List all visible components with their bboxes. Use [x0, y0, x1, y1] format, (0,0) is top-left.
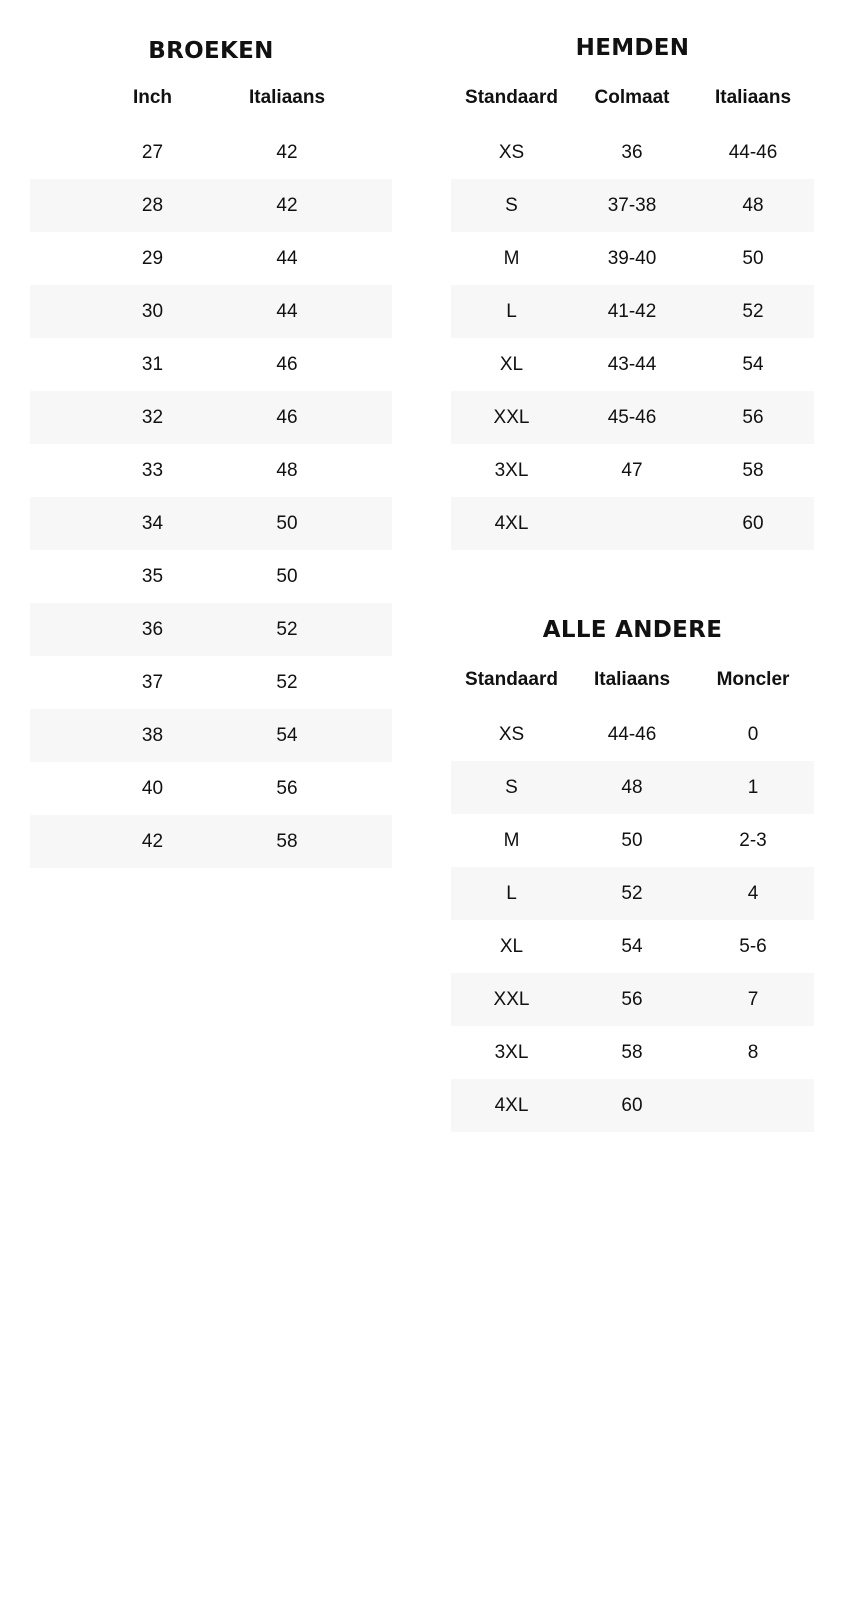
table-cell: 37-38	[607, 195, 657, 216]
table-cell: 42	[276, 195, 298, 216]
table-row	[30, 603, 392, 656]
table-row	[451, 338, 814, 391]
table-cell: S	[505, 195, 518, 216]
table-cell: 44-46	[728, 142, 778, 163]
table-cell: 58	[742, 460, 764, 481]
shirts-table-title: HEMDEN	[575, 35, 690, 61]
table-row	[30, 497, 392, 550]
table-cell: 44	[276, 301, 298, 322]
table-row	[451, 497, 814, 550]
pants-table-header	[30, 82, 392, 114]
table-cell: 56	[276, 778, 298, 799]
table-cell: 46	[276, 407, 298, 428]
table-row	[30, 656, 392, 709]
table-cell: 50	[621, 830, 643, 851]
table-row	[451, 444, 814, 497]
shirts-table-body	[451, 126, 814, 550]
table-cell: 41-42	[607, 301, 657, 322]
table-row	[30, 338, 392, 391]
other-table-body	[451, 708, 814, 1132]
column-header-collar: Colmaat	[594, 87, 670, 108]
table-cell: XL	[499, 936, 524, 957]
table-cell: 40	[141, 778, 164, 799]
table-cell: 45-46	[607, 407, 657, 428]
table-cell: 0	[747, 724, 759, 745]
pants-table-title: BROEKEN	[148, 38, 274, 64]
table-cell: 36	[621, 142, 643, 163]
table-cell: 33	[141, 460, 164, 481]
column-header-italian: Italiaans	[593, 669, 671, 690]
table-cell: 4XL	[494, 513, 529, 534]
table-cell: 2-3	[739, 830, 767, 851]
column-header-standard: Standaard	[465, 87, 558, 108]
table-row	[451, 761, 814, 814]
table-row	[451, 867, 814, 920]
table-cell: 36	[141, 619, 164, 640]
table-cell: 3XL	[494, 460, 529, 481]
table-row	[30, 709, 392, 762]
table-cell: 28	[141, 195, 164, 216]
table-cell: 48	[276, 460, 298, 481]
table-cell: 52	[742, 301, 764, 322]
table-cell: 42	[141, 831, 164, 852]
table-row	[30, 815, 392, 868]
table-cell: 58	[276, 831, 298, 852]
table-cell: 52	[276, 672, 298, 693]
column-header-standard: Standaard	[465, 669, 558, 690]
other-size-table	[451, 614, 814, 1132]
table-cell: 52	[276, 619, 298, 640]
table-cell: 30	[141, 301, 164, 322]
table-row	[30, 126, 392, 179]
table-row	[30, 444, 392, 497]
table-cell: 43-44	[607, 354, 657, 375]
table-cell: 5-6	[739, 936, 767, 957]
table-cell: 54	[742, 354, 764, 375]
table-cell: 35	[141, 566, 164, 587]
table-cell: 50	[276, 513, 298, 534]
table-cell: 50	[742, 248, 764, 269]
table-cell: 47	[621, 460, 643, 481]
table-cell: 4	[747, 883, 759, 904]
column-header-italian: Italiaans	[714, 87, 792, 108]
table-cell: 56	[742, 407, 764, 428]
pants-table-body	[30, 126, 392, 868]
shirts-table-header	[451, 82, 814, 114]
table-cell: 48	[621, 777, 643, 798]
column-header-inch: Inch	[132, 87, 173, 108]
table-row	[451, 285, 814, 338]
table-cell: 58	[621, 1042, 643, 1063]
column-header-moncler: Moncler	[716, 669, 790, 690]
table-cell: 42	[276, 142, 298, 163]
table-cell: 52	[621, 883, 643, 904]
table-cell: S	[505, 777, 518, 798]
table-cell: XS	[498, 724, 525, 745]
table-cell: M	[503, 248, 520, 269]
table-cell: 38	[141, 725, 164, 746]
table-row	[451, 391, 814, 444]
table-cell	[572, 497, 692, 550]
table-cell: 27	[141, 142, 164, 163]
table-cell: 60	[742, 513, 764, 534]
table-cell: 46	[276, 354, 298, 375]
table-cell: 44	[276, 248, 298, 269]
pants-size-table	[30, 35, 392, 868]
table-cell: XXL	[493, 989, 530, 1010]
table-cell: 37	[141, 672, 164, 693]
table-cell: 8	[747, 1042, 759, 1063]
table-cell: 39-40	[607, 248, 657, 269]
table-cell: 31	[141, 354, 164, 375]
table-row	[451, 920, 814, 973]
table-row	[451, 1079, 814, 1132]
table-row	[451, 232, 814, 285]
table-cell: 34	[141, 513, 164, 534]
table-cell	[692, 1079, 814, 1132]
table-row	[451, 814, 814, 867]
table-cell: M	[503, 830, 520, 851]
table-cell: 48	[742, 195, 764, 216]
table-cell: 54	[276, 725, 298, 746]
table-cell: 50	[276, 566, 298, 587]
table-cell: L	[506, 301, 517, 322]
table-cell: 7	[747, 989, 759, 1010]
table-cell: XXL	[493, 407, 530, 428]
table-cell: 56	[621, 989, 643, 1010]
table-cell: 60	[621, 1095, 643, 1116]
table-row	[30, 762, 392, 815]
table-cell: 44-46	[607, 724, 657, 745]
table-row	[30, 391, 392, 444]
table-row	[451, 973, 814, 1026]
table-row	[451, 1026, 814, 1079]
table-cell: XS	[498, 142, 525, 163]
table-cell: L	[506, 883, 517, 904]
table-cell: 3XL	[494, 1042, 529, 1063]
shirts-size-table	[451, 32, 814, 550]
table-cell: 54	[621, 936, 643, 957]
table-cell: XL	[499, 354, 524, 375]
table-cell: 32	[141, 407, 164, 428]
table-cell: 1	[747, 777, 759, 798]
table-row	[451, 708, 814, 761]
other-table-header	[451, 664, 814, 696]
table-cell: 4XL	[494, 1095, 529, 1116]
table-row	[451, 126, 814, 179]
other-table-title: ALLE ANDERE	[542, 617, 723, 643]
table-row	[30, 232, 392, 285]
column-header-italian: Italiaans	[248, 87, 326, 108]
table-cell: 29	[141, 248, 164, 269]
table-row	[30, 179, 392, 232]
table-row	[30, 550, 392, 603]
table-row	[451, 179, 814, 232]
table-row	[30, 285, 392, 338]
